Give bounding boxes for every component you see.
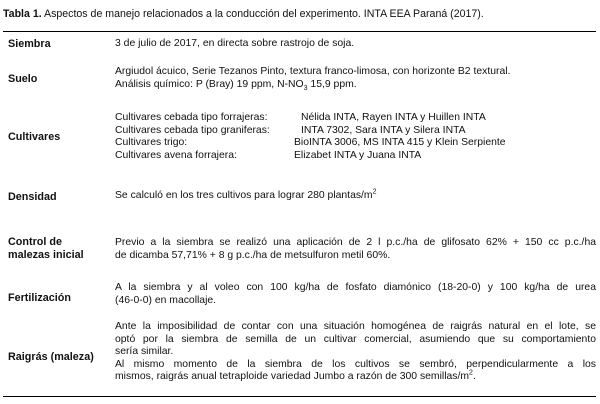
table-caption (3, 8, 484, 21)
row-label-fertilizacion: Fertilización (8, 292, 71, 304)
row-text-raigras (115, 321, 596, 384)
row-text-densidad (115, 190, 596, 203)
raigras-line-3: sería similar. (115, 346, 174, 357)
row-label-cultivares: Cultivares (8, 131, 61, 143)
row-text-fertilizacion (115, 282, 596, 307)
control-line-2: de dicamba 57,71% + 8 g p.c./ha de metsulfuron metil 60%. (115, 249, 391, 261)
cultivar-names: BioINTA 3006, MS INTA 415 y Klein Serpiente (294, 137, 506, 149)
list-item (115, 112, 596, 125)
control-label-line-1: Control de (8, 236, 62, 248)
suelo-line-2: Análisis químico: P (Bray) 19 ppm, $N-NO_3$ 15,9 ppm. (115, 78, 357, 92)
row-text-suelo (115, 66, 596, 91)
row-label-suelo: Suelo (8, 73, 38, 85)
fertilizacion-line-2: (46-0-0) en macollaje. (115, 294, 217, 306)
caption-text: Aspectos de manejo relacionados a la conducción del experimento. INTA EEA Paraná (2017). (41, 8, 484, 20)
cultivar-names: Nélida INTA, Rayen INTA y Huillen INTA (301, 112, 486, 123)
cultivar-type: Cultivares trigo: (115, 137, 188, 149)
cultivar-names: Elizabet INTA y Juana INTA (294, 149, 422, 161)
densidad-text: Se calculó en los tres cultivos para lograr 280 plantas/$m^2$ (115, 188, 377, 201)
caption-label: Tabla 1. (3, 8, 42, 20)
control-label-line-2: malezas inicial (8, 249, 84, 261)
fertilizacion-line-1: A la siembra y al voleo con 100 kg/ha de fosfato diamónico (18-20-0) y 100 kg/ha de urea (115, 282, 596, 293)
suelo-line-1: Argiudol ácuico, Serie Tezanos Pinto, textura franco-limosa, con horizonte B2 textural. (115, 66, 511, 77)
list-item (115, 125, 596, 138)
raigras-line-4: Al mismo momento de la siembra de los cultivos se sembró, perpendicularmente a los (115, 358, 596, 370)
raigras-line-2: optó por la siembra de semilla de un cultivar comercial, asumiendo que su comportamiento (115, 333, 596, 345)
cultivares-list (115, 112, 596, 162)
control-line-1: Previo a la siembra se realizó una aplicación de 2 l p.c./ha de glifosato 62% + 150 cc p.c./ha (115, 237, 596, 248)
list-item (115, 150, 596, 163)
row-label-control (8, 236, 84, 262)
row-label-siembra: Siembra (8, 38, 51, 50)
cultivar-type: Cultivares cebada tipo forrajeras: (115, 112, 268, 123)
list-item (115, 137, 596, 150)
row-text-siembra (115, 38, 596, 51)
cultivar-type: Cultivares cebada tipo graniferas: (115, 124, 270, 136)
bottom-rule (3, 396, 596, 397)
siembra-text: 3 de julio de 2017, en directa sobre rastrojo de soja. (115, 38, 355, 49)
raigras-line-1: Ante la imposibilidad de contar con una situación homogénea de raigrás natural en el lote, se (115, 321, 596, 332)
top-rule (3, 31, 596, 32)
raigras-line-5: mismos, raigrás anual tetraploide variedad Jumbo a razón de 300 semillas/$m^2$. (115, 369, 476, 382)
row-label-densidad: Densidad (8, 191, 57, 203)
cultivar-type: Cultivares avena forrajera: (115, 149, 237, 161)
row-text-control (115, 237, 596, 262)
cultivar-names: INTA 7302, Sara INTA y Silera INTA (301, 124, 466, 136)
row-label-raigras: Raigrás (maleza) (8, 351, 94, 363)
